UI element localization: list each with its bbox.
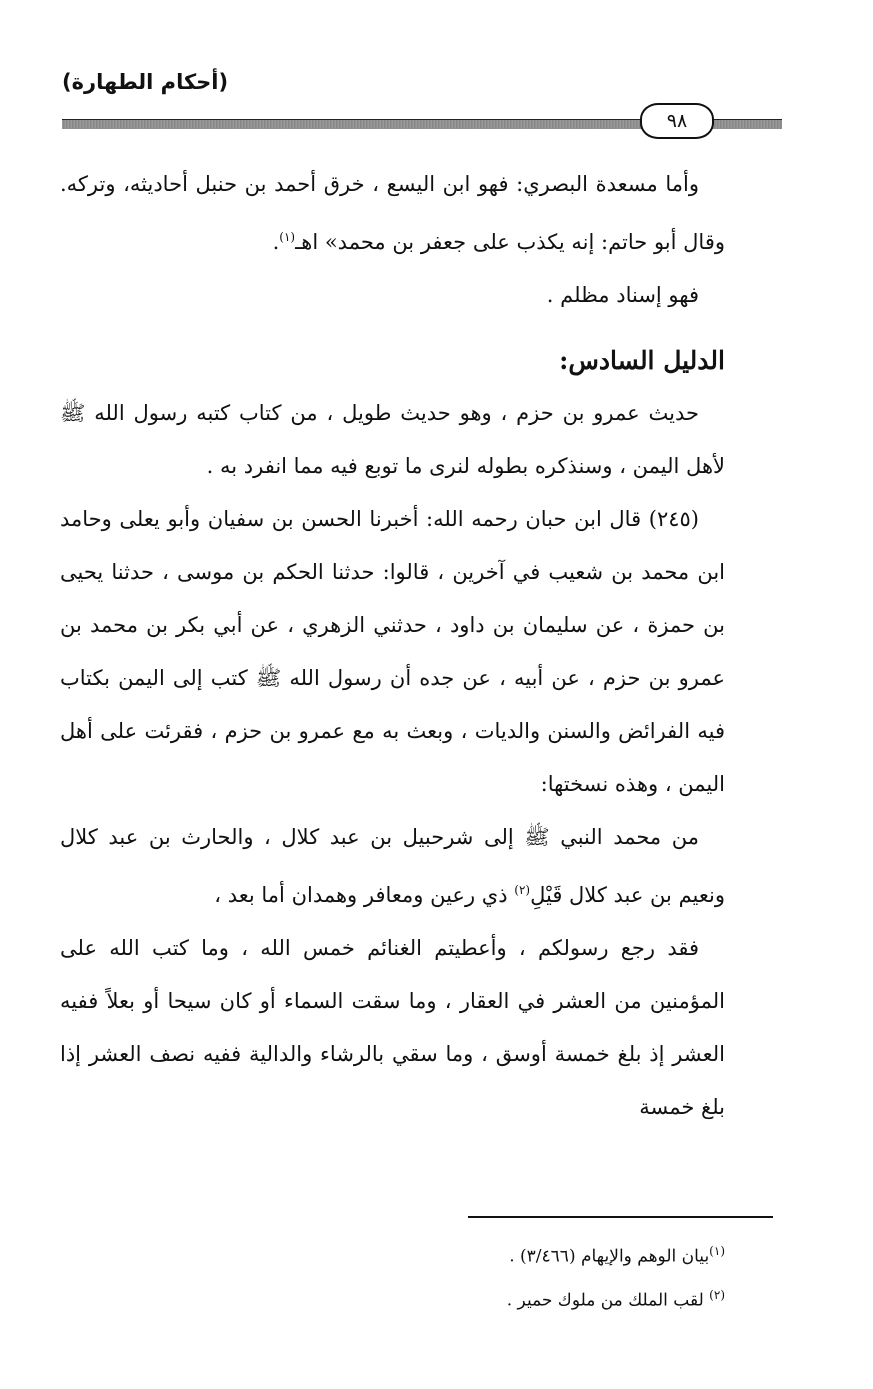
paragraph-2: فهو إسناد مظلم . [546,283,699,307]
footnote-2-text: لقب الملك من ملوك حمير . [506,1290,704,1311]
running-header-title: (أحكام الطهارة) [62,70,229,94]
footnote-ref-2: (٢) [514,883,531,897]
footnote-1-text: بيان الوهم والإيهام (٣/٤٦٦) . [509,1246,710,1267]
page-number: ٩٨ [640,103,714,139]
paragraph-5-text-a: من محمد النبي ﷺ إلى شرحبيل بن عبد كلال ، والحارث بن عبد كلال ونعيم بن عبد كلال قَيْلِ [60,825,725,907]
paragraph-5 [60,811,725,922]
footnote-2-marker: (٢) [709,1287,725,1302]
paragraph-1 [60,158,725,269]
paragraph-6: فقد رجع رسولكم ، وأعطيتم الغنائم خمس الله ، وما كتب الله على المؤمنين من العشر في العقار ، وما سقت السماء أو كان سيحا أو بعلاً ففيه العشر إذ بلغ خمسة أوسق ، وما سقي بالرشاء والدالية ففيه نصف العشر إذا بلغ خمسة [60,936,725,1119]
paragraph-3: حديث عمرو بن حزم ، وهو حديث طويل ، من كتاب كتبه رسول الله ﷺ لأهل اليمن ، وسنذكره بطوله لنرى ما توبع فيه مما انفرد به . [60,401,725,478]
paragraph-5-text-b: ذي رعين ومعافر وهمدان أما بعد ، [214,883,508,907]
section-heading: الدليل السادس: [559,346,725,375]
footnote-separator [468,1216,773,1218]
paragraph-1-end: . [272,230,280,254]
paragraph-1-text: وأما مسعدة البصري: فهو ابن اليسع ، خرق أحمد بن حنبل أحاديثه، وتركه. وقال أبو حاتم: إنه يكذب على جعفر بن محمد» اهـ [60,172,725,254]
footnote-1-marker: (١) [709,1244,725,1258]
main-text [60,158,725,1134]
footnote-2 [300,1276,725,1320]
footnote-1 [300,1232,725,1276]
footnote-ref-1: (١) [279,230,296,244]
footnotes [300,1232,725,1319]
paragraph-4: (٢٤٥) قال ابن حبان رحمه الله: أخبرنا الحسن بن سفيان وأبو يعلى وحامد ابن محمد بن شعيب في آخرين ، قالوا: حدثنا الحكم بن موسى ، حدثنا يحيى بن حمزة ، عن سليمان بن داود ، حدثني الزهري ، عن أبي بكر بن محمد بن عمرو بن حزم ، عن أبيه ، عن جده أن رسول الله ﷺ كتب إلى اليمن بكتاب فيه الفرائض والسنن والديات ، وبعث به مع عمرو بن حزم ، فقرئت على أهل اليمن ، وهذه نسختها: [60,507,725,796]
